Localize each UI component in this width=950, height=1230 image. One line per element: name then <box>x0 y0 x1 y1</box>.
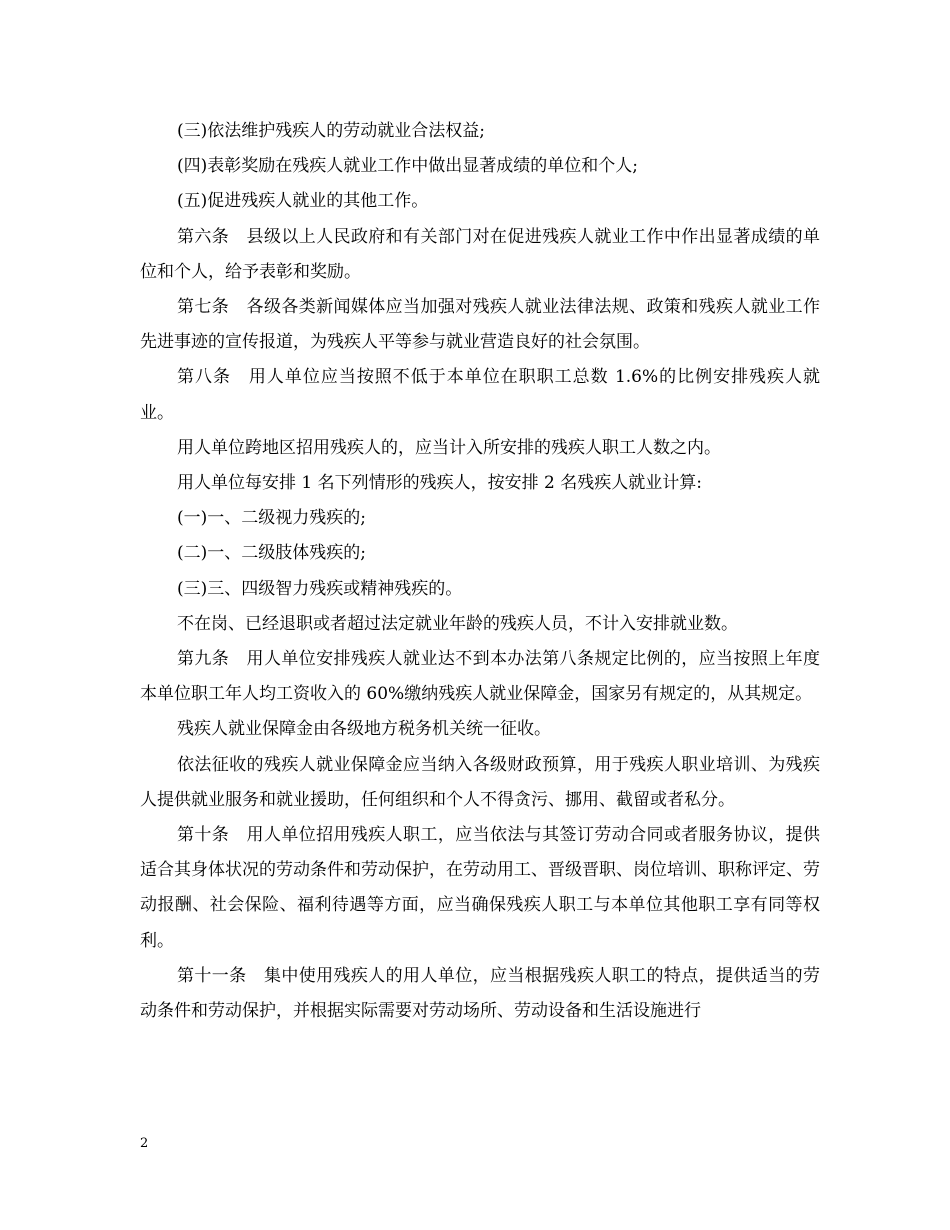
article-7-paragraph: 第七条 各级各类新闻媒体应当加强对残疾人就业法律法规、政策和残疾人就业工作先进事迹的宣传报道，为残疾人平等参与就业营造良好的社会氛围。 <box>140 297 820 353</box>
list-item: (一)一、二级视力残疾的; <box>177 508 366 529</box>
page-number: 2 <box>140 1136 149 1151</box>
article-11-paragraph: 第十一条 集中使用残疾人的用人单位，应当根据残疾人职工的特点，提供适当的劳动条件和劳动保护，并根据实际需要对劳动场所、劳动设备和生活设施进行 <box>140 965 820 1022</box>
list-item: (二)一、二级肢体残疾的; <box>177 543 366 564</box>
paragraph: 用人单位每安排 1 名下列情形的残疾人，按安排 2 名残疾人就业计算: <box>177 473 702 494</box>
list-item: (三)三、四级智力残疾或精神残疾的。 <box>177 578 463 599</box>
article-9-paragraph: 第九条 用人单位安排残疾人就业达不到本办法第八条规定比例的，应当按照上年度本单位职工年人均工资收入的 60%缴纳残疾人就业保障金，国家另有规定的，从其规定。 <box>140 649 820 705</box>
article-8-paragraph: 第八条 用人单位应当按照不低于本单位在职职工总数 1.6%的比例安排残疾人就业。 <box>140 367 820 423</box>
document-body <box>140 114 820 1029</box>
paragraph: 依法征收的残疾人就业保障金应当纳入各级财政预算，用于残疾人职业培训、为残疾人提供就业服务和就业援助，任何组织和个人不得贪污、挪用、截留或者私分。 <box>140 754 820 810</box>
paragraph: (五)促进残疾人就业的其他工作。 <box>177 191 429 212</box>
paragraph: 用人单位跨地区招用残疾人的，应当计入所安排的残疾人职工人数之内。 <box>177 437 721 458</box>
paragraph: 不在岗、已经退职或者超过法定就业年龄的残疾人员，不计入安排就业数。 <box>177 613 738 634</box>
paragraph: (三)依法维护残疾人的劳动就业合法权益; <box>177 121 485 141</box>
paragraph: 残疾人就业保障金由各级地方税务机关统一征收。 <box>177 719 551 740</box>
paragraph: (四)表彰奖励在残疾人就业工作中做出显著成绩的单位和个人; <box>177 156 638 177</box>
article-10-paragraph: 第十条 用人单位招用残疾人职工，应当依法与其签订劳动合同或者服务协议，提供适合其身体状况的劳动条件和劳动保护，在劳动用工、晋级晋职、岗位培训、职称评定、劳动报酬、社会保险、福利待遇等方面，应当确保残疾人职工与本单位其他职工享有同等权利。 <box>140 825 820 951</box>
article-6-paragraph: 第六条 县级以上人民政府和有关部门对在促进残疾人就业工作中作出显著成绩的单位和个人，给予表彰和奖励。 <box>140 226 820 282</box>
